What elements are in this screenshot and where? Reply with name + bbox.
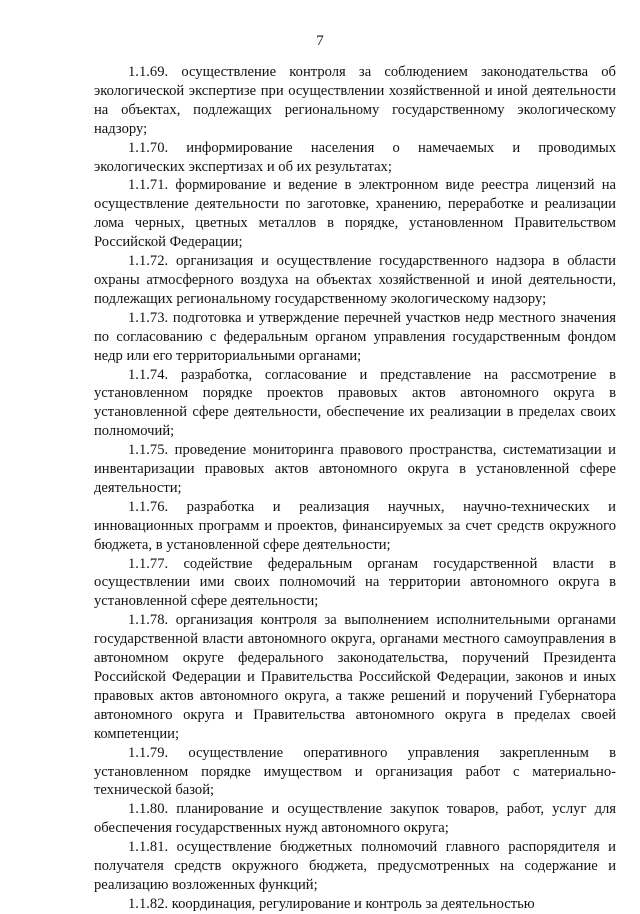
- paragraph-1-1-79: 1.1.79. осуществление оперативного управления закрепленным в установленном порядке имуществом и организация работ с материально-технической базой;: [94, 744, 616, 799]
- paragraph-1-1-71: 1.1.71. формирование и ведение в электронном виде реестра лицензий на осуществление деятельности по заготовке, хранению, переработке и реализации лома черных, цветных металлов в порядке, установленном Правительством Российской Федерации;: [94, 177, 616, 251]
- paragraph-1-1-74: 1.1.74. разработка, согласование и представление на рассмотрение в установленном порядке проектов правовых актов автономного округа в установленной сфере деятельности, обеспечение их реализации в пределах своих полномочий;: [94, 366, 616, 440]
- document-body: [94, 63, 616, 914]
- paragraph-1-1-73: 1.1.73. подготовка и утверждение перечней участков недр местного значения по согласованию с федеральным органом управления государственным фондом недр или его территориальными органами;: [94, 309, 616, 364]
- paragraph-1-1-72: 1.1.72. организация и осуществление государственного надзора в области охраны атмосферного воздуха на объектах хозяйственной и иной деятельности, подлежащих региональному государственному экологическому надзору;: [94, 253, 616, 307]
- paragraph-1-1-75: 1.1.75. проведение мониторинга правового пространства, систематизации и инвентаризации правовых актов автономного округа в установленной сфере деятельности;: [94, 442, 616, 496]
- paragraph-1-1-70: 1.1.70. информирование населения о намечаемых и проводимых экологических экспертизах и об их результатах;: [94, 139, 616, 175]
- paragraph-1-1-69: 1.1.69. осуществление контроля за соблюдением законодательства об экологической экспертизе при осуществлении хозяйственной и иной деятельности на объектах, подлежащих региональному государственному экологическому надзору;: [94, 64, 616, 137]
- paragraph-1-1-77: 1.1.77. содействие федеральным органам государственной власти в осуществлении ими своих полномочий на территории автономного округа в установленной сфере деятельности;: [94, 555, 616, 610]
- paragraph-1-1-78: 1.1.78. организация контроля за выполнением исполнительными органами государственной власти автономного округа, органами местного самоуправления в автономном округе федерального законодательства, поручений Президента Российской Федерации и Правительства Российской Федерации, законов и иных правовых актов автономного округа, а также решений и поручений Губернатора автономного округа и Правительства автономного округа в пределах своей компетенции;: [94, 612, 616, 742]
- page-number: 7: [316, 33, 324, 49]
- paragraph-1-1-76: 1.1.76. разработка и реализация научных, научно-технических и инновационных программ и проектов, финансируемых за счет средств окружного бюджета, в установленной сфере деятельности;: [94, 498, 616, 553]
- paragraph-1-1-81: 1.1.81. осуществление бюджетных полномочий главного распорядителя и получателя средств окружного бюджета, предусмотренных на содержание и реализацию возложенных функций;: [94, 839, 616, 893]
- paragraph-1-1-82: 1.1.82. координация, регулирование и контроль за деятельностью: [128, 895, 535, 912]
- paragraph-1-1-80: 1.1.80. планирование и осуществление закупок товаров, работ, услуг для обеспечения государственных нужд автономного округа;: [94, 801, 616, 837]
